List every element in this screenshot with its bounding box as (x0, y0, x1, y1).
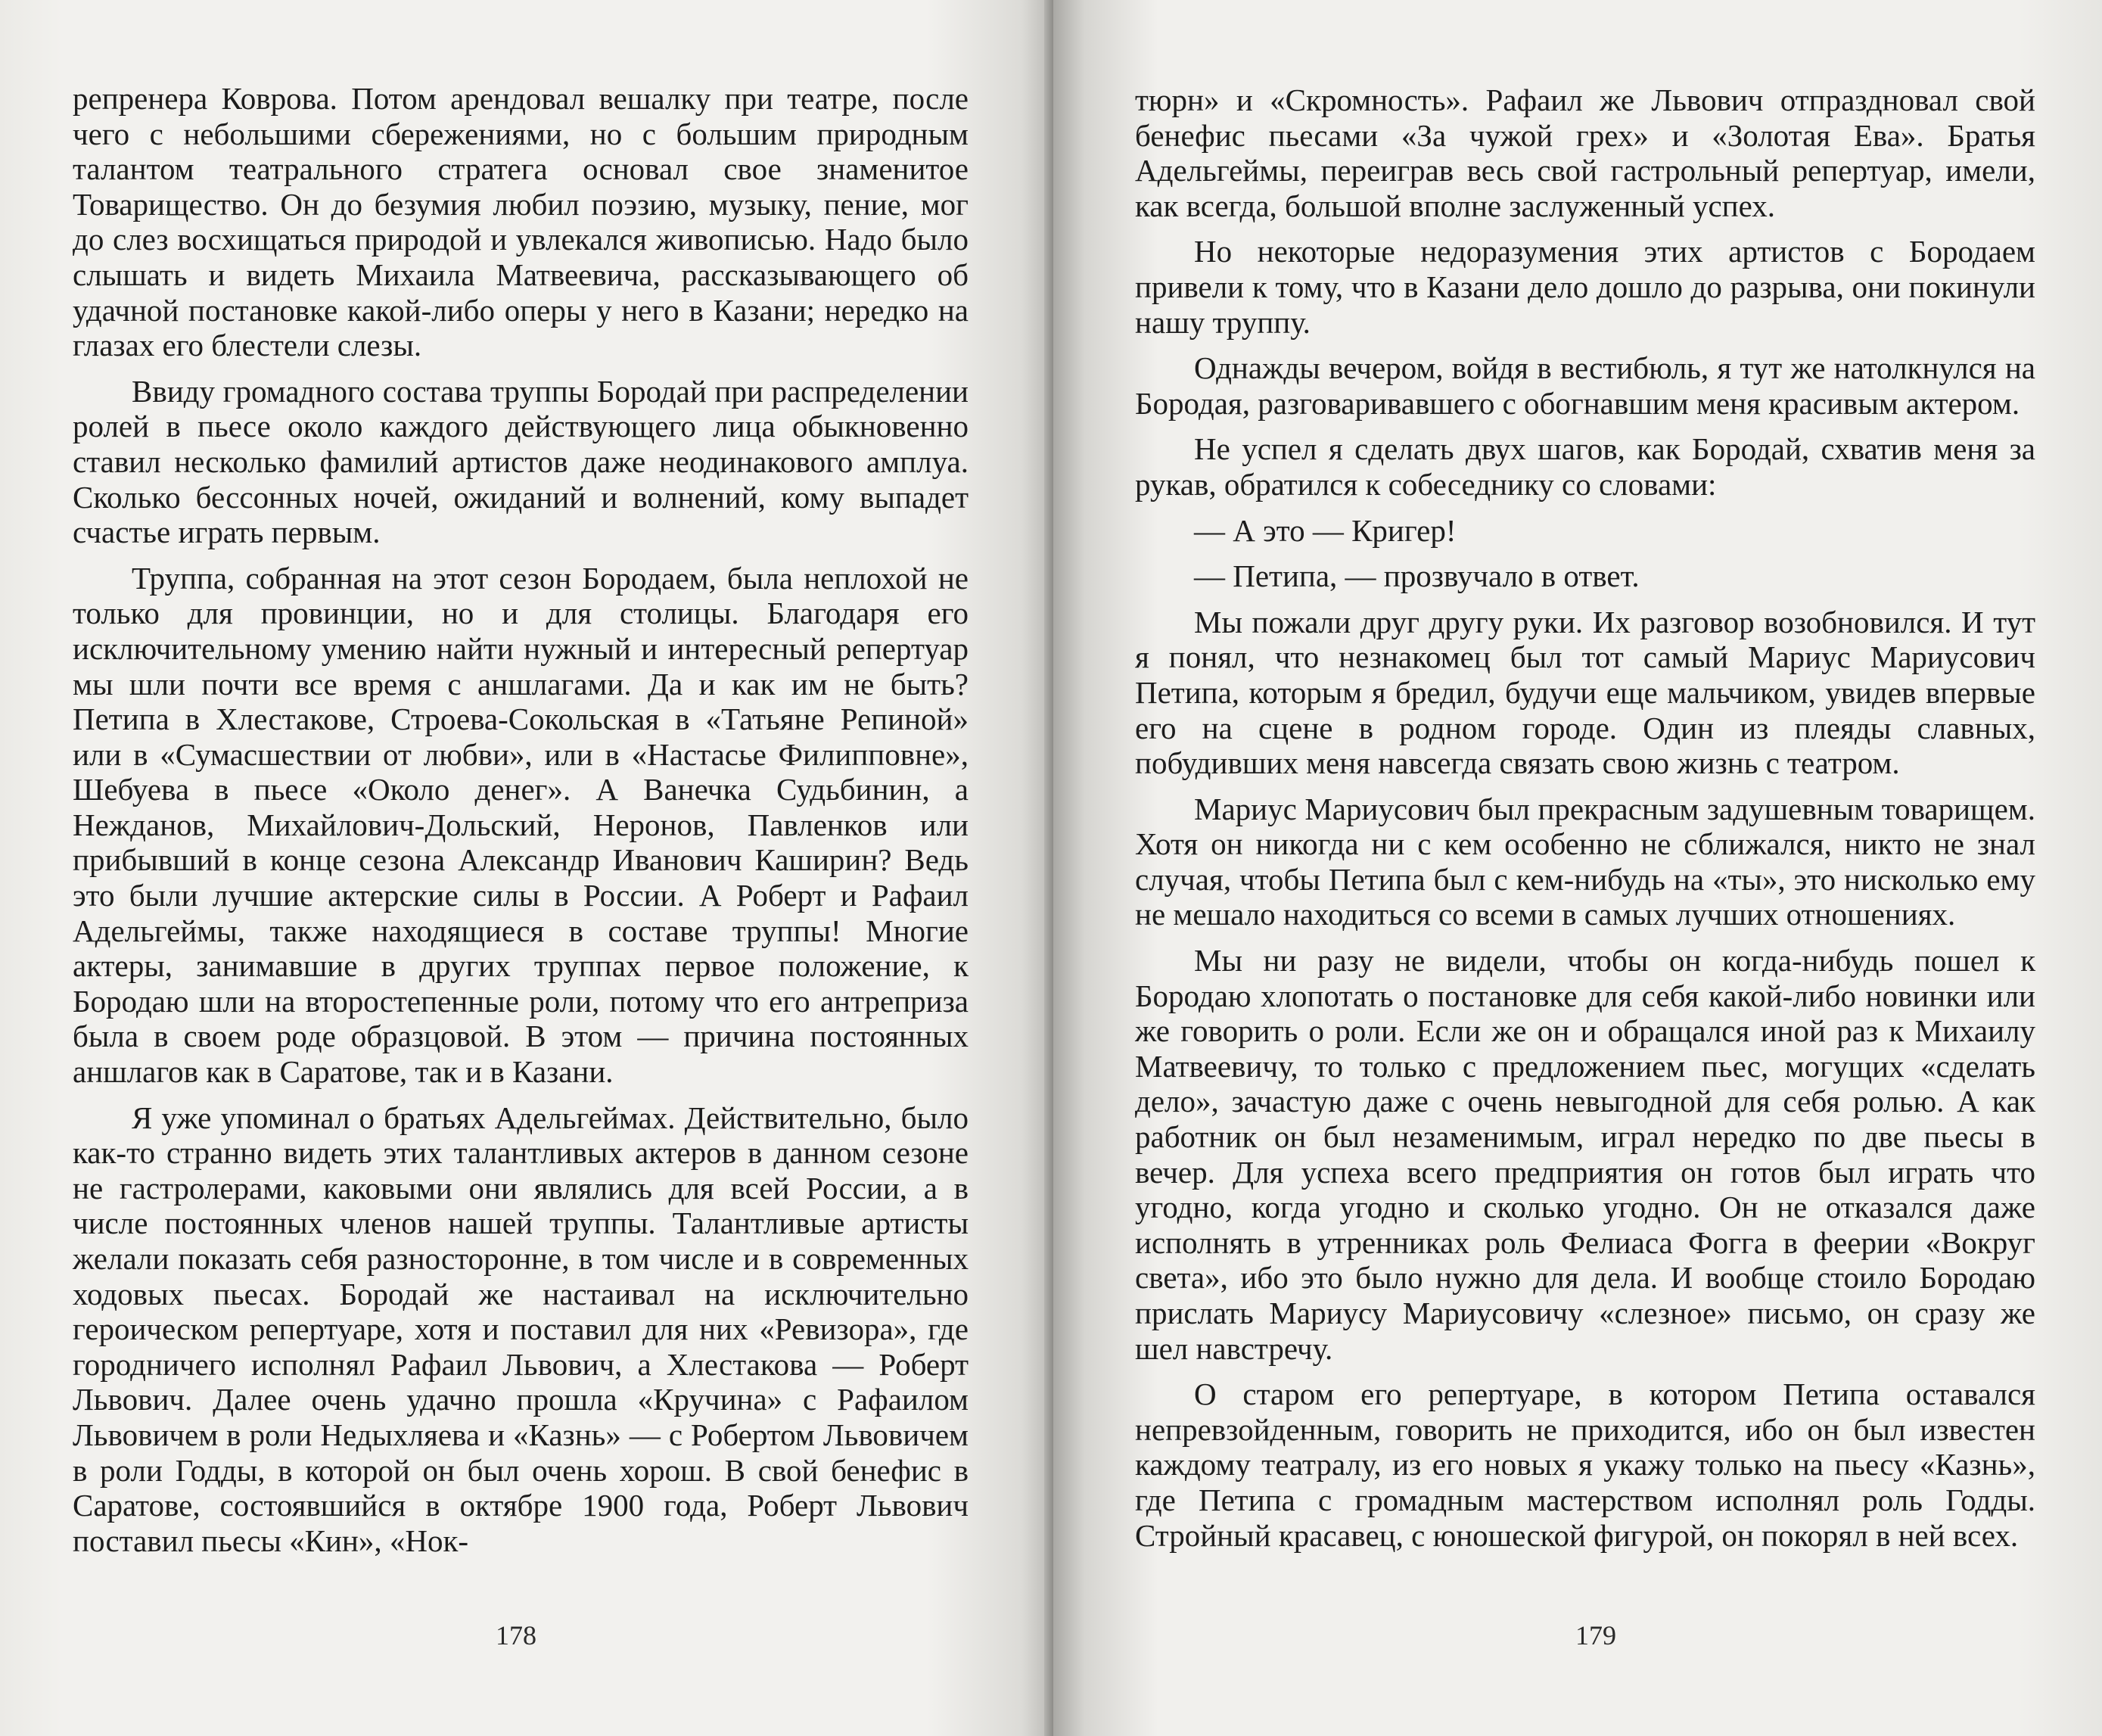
paragraph: Однажды вечером, войдя в вестибюль, я тут же натолкнулся на Бородая, разговаривавшего с обогнавшим меня красивым актером. (1135, 350, 2035, 421)
paragraph: Ввиду громадного состава труппы Бородай при распределении ролей в пьесе около каждого действующего лица обыкновенно ставил несколько фамилий артистов даже неодинакового амплуа. Сколько бессонных ночей, ожиданий и волнений, кому выпадет счастье играть первым. (73, 373, 969, 550)
paragraph: Я уже упоминал о братьях Адельгеймах. Действительно, было как-то странно видеть этих талантливых актеров в данном сезоне не гастролерами, каковыми они являлись для всей России, а в числе постоянных членов нашей труппы. Талантливые артисты желали показать себя разносторонне, в том числе и в современных ходовых пьесах. Бородай же настаивал на исключительно героическом репертуаре, хотя и поставил для них «Ревизора», где городничего исполнял Рафаил Львович, а Хлестакова — Роберт Львович. Далее очень удачно прошла «Кручина» с Рафаилом Львовичем в роли Недыхляева и «Казнь» — с Робертом Львовичем в роли Годды, в которой он был очень хорош. В свой бенефис в Саратове, состоявшийся в октябре 1900 года, Роберт Львович поставил пьесы «Кин», «Нок- (73, 1100, 969, 1558)
dialogue-line: — Петипа, — прозвучало в ответ. (1194, 558, 1640, 594)
paragraph: Мариус Мариусович был прекрасным задушевным товарищем. Хотя он никогда ни с кем особенно не сближался, никто не знал случая, чтобы Петипа был с кем-нибудь на «ты», это нисколько ему не мешало находиться со всеми в самых лучших отношениях. (1135, 791, 2035, 932)
paragraph: Не успел я сделать двух шагов, как Бородай, схватив меня за рукав, обратился к собеседнику со словами: (1135, 431, 2035, 502)
right-page-text (1135, 82, 2035, 1563)
dialogue-line: — А это — Кригер! (1194, 512, 1457, 548)
paragraph: тюрн» и «Скромность». Рафаил же Львович отпраздновал свой бенефис пьесами «За чужой грех» и «Золотая Ева». Братья Адельгеймы, переиграв весь свой гастрольный репертуар, имели, как всегда, большой вполне заслуженный успех. (1135, 82, 2035, 223)
paragraph: репренера Коврова. Потом арендовал вешалку при театре, после чего с небольшими сбережениями, но с большим природным талантом театрального стратега основал свое знаменитое Товарищество. Он до безумия любил поэзию, музыку, пение, мог до слез восхищаться природой и увлекался живописью. Надо было слышать и видеть Михаила Матвеевича, рассказывающего об удачной постановке какой-либо оперы у него в Казани; нередко на глазах его блестели слезы. (73, 81, 969, 363)
paragraph: Труппа, собранная на этот сезон Бородаем, была неплохой не только для провинции, но и для столицы. Благодаря его исключительному умению найти нужный и интересный репертуар мы шли почти все время с аншлагами. Да и как им не быть? Петипа в Хлестакове, Строева-Сокольская в «Татьяне Репиной» или в «Сумасшествии от любви», или в «Настасье Филипповне», Шебуева в пьесе «Около денег». А Ванечка Судьбинин, а Нежданов, Михайлович-Дольский, Неронов, Павленков или прибывший в конце сезона Александр Иванович Каширин? Ведь это были лучшие актерские силы в России. А Роберт и Рафаил Адельгеймы, также находящиеся в составе труппы! Многие актеры, занимавшие в других труппах первое положение, к Бородаю шли на второстепенные роли, потому что его антреприза была в своем роде образцовой. В этом — причина постоянных аншлагов как в Саратове, так и в Казани. (73, 560, 969, 1090)
paragraph: Но некоторые недоразумения этих артистов с Бородаем привели к тому, что в Казани дело дошло до разрыва, они покинули нашу труппу. (1135, 234, 2035, 340)
paragraph: О старом его репертуаре, в котором Петипа оставался непревзойденным, говорить не приходится, ибо он был известен каждому театралу, из его новых я укажу только на пьесу «Казнь», где Петипа с громадным мастерством исполнял роль Годды. Стройный красавец, с юношеской фигурой, он покорял в ней всех. (1135, 1377, 2035, 1553)
paragraph: Мы пожали друг другу руки. Их разговор возобновился. И тут я понял, что незнакомец был тот самый Мариус Мариусович Петипа, которым я бредил, будучи еще мальчиком, увидев впервые его на сцене в родном городе. Один из плеяды славных, побудивших меня навсегда связать свою жизнь с театром. (1135, 604, 2035, 781)
page-number: 179 (1575, 1620, 1616, 1650)
left-page-text (73, 81, 969, 1569)
page-number: 178 (496, 1620, 536, 1650)
paragraph: Мы ни разу не видели, чтобы он когда-нибудь пошел к Бородаю хлопотать о постановке для себя какой-либо новинки или же говорить о роли. Если же он и обращался иной раз к Михаилу Матвеевичу, то только с предложением пьес, могущих «сделать дело», зачастую даже с очень невыгодной для себя ролью. А как работник он был незаменимым, играл нередко по две пьесы в вечер. Для успеха всего предприятия он готов был играть что угодно, когда угодно и сколько угодно. Он не отказался даже исполнять в утренниках роль Фелиаса Фогга в феерии «Вокруг света», ибо это было нужно для дела. И вообще стоило Бородаю прислать Мариусу Мариусовичу «слезное» письмо, он сразу же шел навстречу. (1135, 943, 2035, 1366)
